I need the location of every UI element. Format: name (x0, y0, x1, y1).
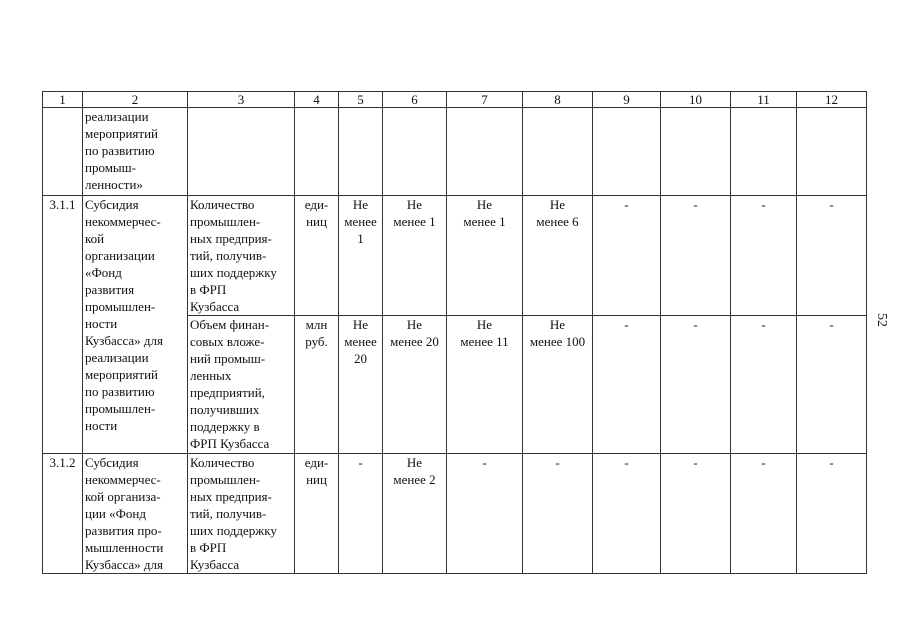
row-number-cell (43, 108, 83, 196)
column-number: 12 (797, 92, 867, 108)
measure-name-cell: реализации мероприятий по развитию промыш- ленности» (83, 108, 188, 196)
value-cell: - (661, 454, 731, 574)
row-number-cell: 3.1.2 (43, 454, 83, 574)
value-cell: Не менее 1 (383, 196, 447, 316)
value-cell (731, 108, 797, 196)
value-cell: - (593, 196, 661, 316)
value-cell: - (797, 454, 867, 574)
value-cell: - (593, 454, 661, 574)
column-number: 9 (593, 92, 661, 108)
column-number: 2 (83, 92, 188, 108)
column-number: 7 (447, 92, 523, 108)
value-cell: Не менее 20 (383, 316, 447, 454)
unit-cell (295, 108, 339, 196)
value-cell: - (447, 454, 523, 574)
column-number: 1 (43, 92, 83, 108)
value-cell (797, 108, 867, 196)
column-number: 6 (383, 92, 447, 108)
value-cell: Не менее 1 (339, 196, 383, 316)
value-cell (661, 108, 731, 196)
row-number-cell: 3.1.1 (43, 196, 83, 454)
value-cell: - (731, 316, 797, 454)
column-number: 5 (339, 92, 383, 108)
value-cell: - (797, 316, 867, 454)
value-cell: - (731, 196, 797, 316)
measure-name-cell: Субсидия некоммерчес- кой организа- ции «Фонд развития про- мышленности Кузбасса» для (83, 454, 188, 574)
value-cell (593, 108, 661, 196)
value-cell: - (661, 316, 731, 454)
indicator-cell: Количество промышлен- ных предприя- тий, получив- ших поддержку в ФРП Кузбасса (188, 454, 295, 574)
value-cell (523, 108, 593, 196)
unit-cell: млн руб. (295, 316, 339, 454)
value-cell: - (339, 454, 383, 574)
table-row-3-1-1-a (43, 196, 867, 316)
indicators-table (42, 91, 867, 574)
continuation-row (43, 108, 867, 196)
indicator-cell: Количество промышлен- ных предприя- тий, получив- ших поддержку в ФРП Кузбасса (188, 196, 295, 316)
value-cell: - (661, 196, 731, 316)
value-cell (383, 108, 447, 196)
value-cell: Не менее 20 (339, 316, 383, 454)
column-number: 4 (295, 92, 339, 108)
value-cell: - (523, 454, 593, 574)
column-number: 3 (188, 92, 295, 108)
value-cell: - (593, 316, 661, 454)
value-cell (339, 108, 383, 196)
column-number: 10 (661, 92, 731, 108)
value-cell: Не менее 100 (523, 316, 593, 454)
table-row-3-1-2 (43, 454, 867, 574)
unit-cell: еди- ниц (295, 454, 339, 574)
value-cell: Не менее 11 (447, 316, 523, 454)
value-cell: Не менее 6 (523, 196, 593, 316)
value-cell: Не менее 1 (447, 196, 523, 316)
column-number: 8 (523, 92, 593, 108)
column-number-row (43, 92, 867, 108)
page-number: 52 (874, 313, 889, 327)
indicator-cell (188, 108, 295, 196)
measure-name-cell: Субсидия некоммерчес- кой организации «Фонд развития промышлен- ности Кузбасса» для реализации мероприятий по развитию промышлен- ности (83, 196, 188, 454)
indicator-cell: Объем финан- совых вложе- ний промыш- ленных предприятий, получивших поддержку в ФРП Кузбасса (188, 316, 295, 454)
value-cell (447, 108, 523, 196)
value-cell: Не менее 2 (383, 454, 447, 574)
unit-cell: еди- ниц (295, 196, 339, 316)
value-cell: - (731, 454, 797, 574)
column-number: 11 (731, 92, 797, 108)
value-cell: - (797, 196, 867, 316)
